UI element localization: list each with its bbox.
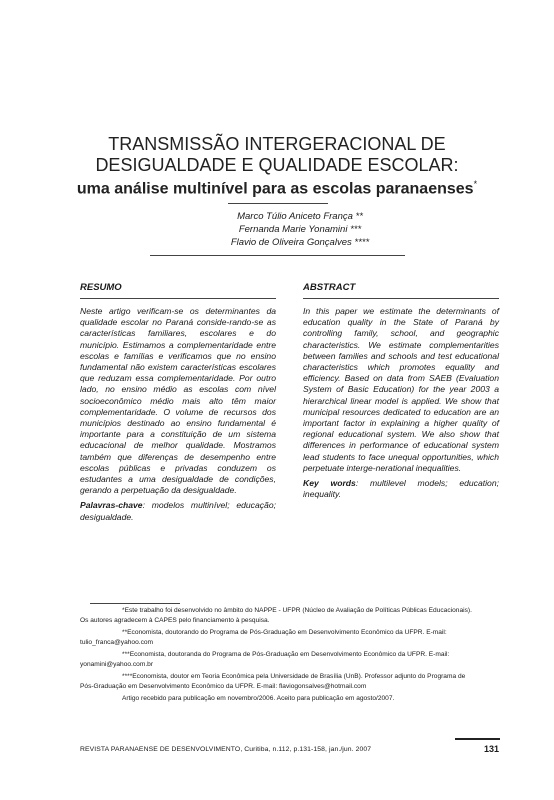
subtitle [40, 174, 514, 199]
resumo-column [80, 282, 276, 523]
author-1: Marco Túlio Aniceto França ** [237, 211, 363, 222]
resumo-keywords-text: : modelos multinível; educação; desigualdade. [80, 500, 276, 522]
footnote-rule [90, 603, 180, 604]
resumo-body: Neste artigo verificam-se os determinantes da qualidade escolar no Paraná conside-rando-se as características familiares, escolares e do município. Estimamos a complementaridade entre escolas e famílias e verificamos que no ensino fundamental não existem características escolares que reduzam essa complementaridade. Por outro lado, no ensino médio as escolas com nível socioeconômico médio mais alto têm maior complementaridade. O volume de recursos dos municípios destinado ao ensino fundamental é importante para a constituição de um sistema educacional de melhor qualidade. Mostramos também que diferenças de desempenho entre escolas públicas e privadas conduzem os estudantes a uma desigualdade de condições, gerando a perpetuação da desigualdade. [80, 306, 276, 496]
resumo-keywords [80, 500, 276, 522]
abstract-keywords-label: Key words [303, 478, 356, 489]
author-list [150, 210, 450, 249]
page-number-bar [455, 738, 500, 740]
title-footnote-marker: * [473, 179, 478, 189]
footnote-5: Artigo recebido para publicação em novembro/2006. Aceito para publicação em agosto/2007. [122, 695, 395, 702]
abstract-keywords [303, 478, 499, 500]
resumo-keywords-label: Palavras-chave [80, 500, 143, 511]
author-3: Flavio de Oliveira Gonçalves **** [230, 237, 370, 248]
footnote-1: *Este trabalho foi desenvolvido no âmbito do NAPPE - UFPR (Núcleo de Avaliação de Políticas Públicas Educacionais). Os autores agradecem à CAPES pelo financiamento à pesquisa. [80, 607, 472, 624]
abstract-keywords-text: : multilevel models; education; inequality. [303, 478, 499, 500]
running-footer: REVISTA PARANAENSE DE DESENVOLVIMENTO, Curitiba, n.112, p.131-158, jan./jun. 2007 [80, 746, 372, 753]
page-number: 131 [484, 744, 500, 754]
footnote-4: ****Economista, doutor em Teoria Econômica pela Universidade de Brasília (UnB). Professor adjunto do Programa de Pós-Graduação em Desenvolvimento Econômico da UFPR. E-mail: flaviogonsalves@hotmail.com [80, 673, 466, 690]
footnote-2: **Economista, doutorando do Programa de Pós-Graduação em Desenvolvimento Econômico da UFPR. E-mail: tulio_franca@yahoo.com [80, 629, 447, 646]
title-line-2: DESIGUALDADE E QUALIDADE ESCOLAR: [95, 155, 459, 175]
footnotes [80, 606, 480, 706]
title-divider [228, 203, 328, 204]
resumo-heading: RESUMO [80, 282, 276, 299]
abstract-column [303, 282, 499, 500]
abstract-body: In this paper we estimate the determinants of education quality in the State of Paraná by controlling family, school, and geographic characteristics. We estimate complementarities between families and schools and test educational characteristics which promotes equality and efficiency. Based on data from SAEB (Evaluation System of Basic Education) for the year 2003 a hierarchical linear model is applied. We show that municipal resources dedicated to education are an important factor in explaining a higher quality of regional educational system. We also show that differences in performance of educational system lead students to face unequal opportunities, which perpetuate interge-nerational inequalities. [303, 306, 499, 473]
authors-divider [150, 255, 405, 256]
abstract-heading: ABSTRACT [303, 282, 499, 299]
author-2: Fernanda Marie Yonamini *** [238, 224, 362, 235]
title-line-1: TRANSMISSÃO INTERGERACIONAL DE [108, 134, 446, 154]
subtitle-text: uma análise multinível para as escolas paranaenses [76, 180, 474, 198]
footnote-3: ***Economista, doutoranda do Programa de Pós-Graduação em Desenvolvimento Econômico da UFPR. E-mail: yonamini@yahoo.com.br [80, 651, 450, 668]
